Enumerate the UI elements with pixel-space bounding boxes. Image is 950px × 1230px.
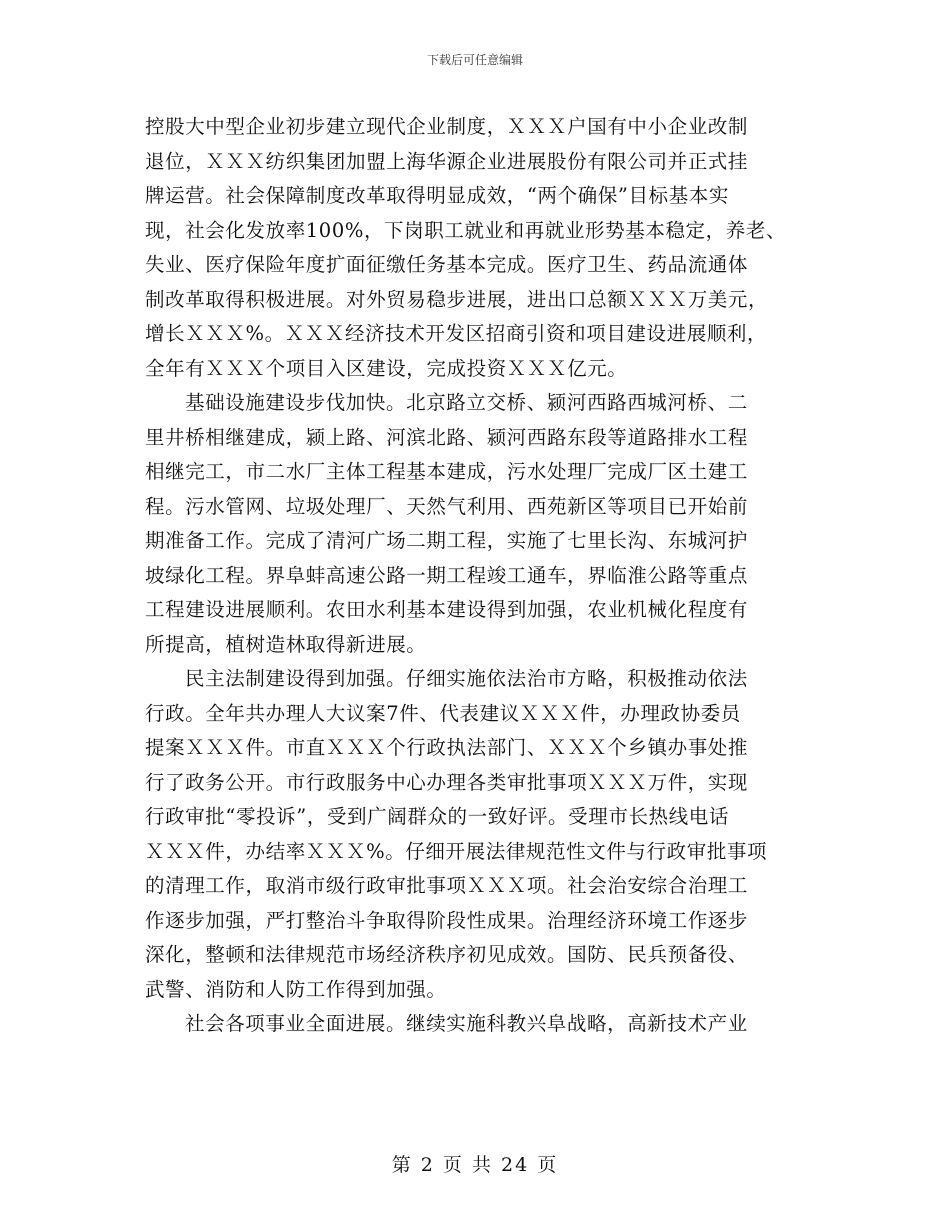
text-line: 工程建设进展顺利。农田水利基本建设得到加强，农业机械化程度有 [145, 598, 749, 621]
paragraph-start-line: 民主法制建设得到加强。仔细实施依法治市方略，积极推动依法 [185, 667, 748, 690]
text-line: ＸＸＸ件，办结率ＸＸＸ%。仔细开展法律规范性文件与行政审批事项 [145, 839, 768, 863]
text-line: 所提高，植树造林取得新进展。 [145, 632, 427, 656]
text-line: 武警、消防和人防工作得到加强。 [145, 977, 447, 1001]
text-line: 牌运营。社会保障制度改革取得明显成效，“两个确保”目标基本实 [145, 184, 729, 207]
text-line: 相继完工，市二水厂主体工程基本建成，污水处理厂完成厂区土建工 [145, 460, 749, 483]
page-header: 下载后可任意编辑 [426, 53, 523, 67]
paragraph-start-line: 基础设施建设步伐加快。北京路立交桥、颍河西路西城河桥、二 [185, 391, 748, 414]
text-line: 现，社会化发放率100%，下岗职工就业和再就业形势基本稳定，养老、 [145, 218, 787, 242]
text-line: 制改革取得积极进展。对外贸易稳步进展，进出口总额ＸＸＸ万美元， [145, 287, 769, 311]
paragraph-start-line: 社会各项事业全面进展。继续实施科教兴阜战略，高新技术产业 [185, 1012, 748, 1035]
text-line: 行政。全年共办理人大议案7件、代表建议ＸＸＸ件，办理政协委员 [145, 701, 741, 725]
text-line: 期准备工作。完成了清河广场二期工程，实施了七里长沟、东城河护 [145, 529, 749, 552]
text-line: 提案ＸＸＸ件。市直ＸＸＸ个行政执法部门、ＸＸＸ个乡镇办事处推 [145, 736, 749, 759]
text-line: 行了政务公开。市行政服务中心办理各类审批事项ＸＸＸ万件，实现 [145, 770, 749, 794]
text-line: 增长ＸＸＸ%。ＸＸＸ经济技术开发区招商引资和项目建设进展顺利， [145, 322, 768, 345]
document-body [145, 110, 813, 1042]
text-line: 程。污水管网、垃圾处理厂、天然气利用、西苑新区等项目已开始前 [145, 494, 749, 518]
page-number-footer: 第 2 页 共 24 页 [391, 1154, 559, 1176]
text-line: 退位，ＸＸＸ纺织集团加盟上海华源企业进展股份有限公司并正式挂 [145, 149, 749, 173]
text-line: 失业、医疗保险年度扩面征缴任务基本完成。医疗卫生、药品流通体 [145, 253, 749, 276]
text-line: 控股大中型企业初步建立现代企业制度，ＸＸＸ户国有中小企业改制 [145, 115, 749, 138]
text-line: 作逐步加强，严打整治斗争取得阶段性成果。治理经济环境工作逐步 [145, 908, 749, 932]
text-line: 深化，整顿和法律规范市场经济秩序初见成效。国防、民兵预备役、 [145, 943, 749, 966]
text-line: 全年有ＸＸＸ个项目入区建设，完成投资ＸＸＸ亿元。 [145, 356, 628, 380]
text-line: 行政审批“零投诉”，受到广阔群众的一致好评。受理市长热线电话 [145, 805, 729, 828]
text-line: 的清理工作，取消市级行政审批事项ＸＸＸ项。社会治安综合治理工 [145, 874, 749, 897]
text-line: 里井桥相继建成，颍上路、河滨北路、颍河西路东段等道路排水工程 [145, 425, 749, 449]
text-line: 坡绿化工程。界阜蚌高速公路一期工程竣工通车，界临淮公路等重点 [145, 563, 749, 587]
